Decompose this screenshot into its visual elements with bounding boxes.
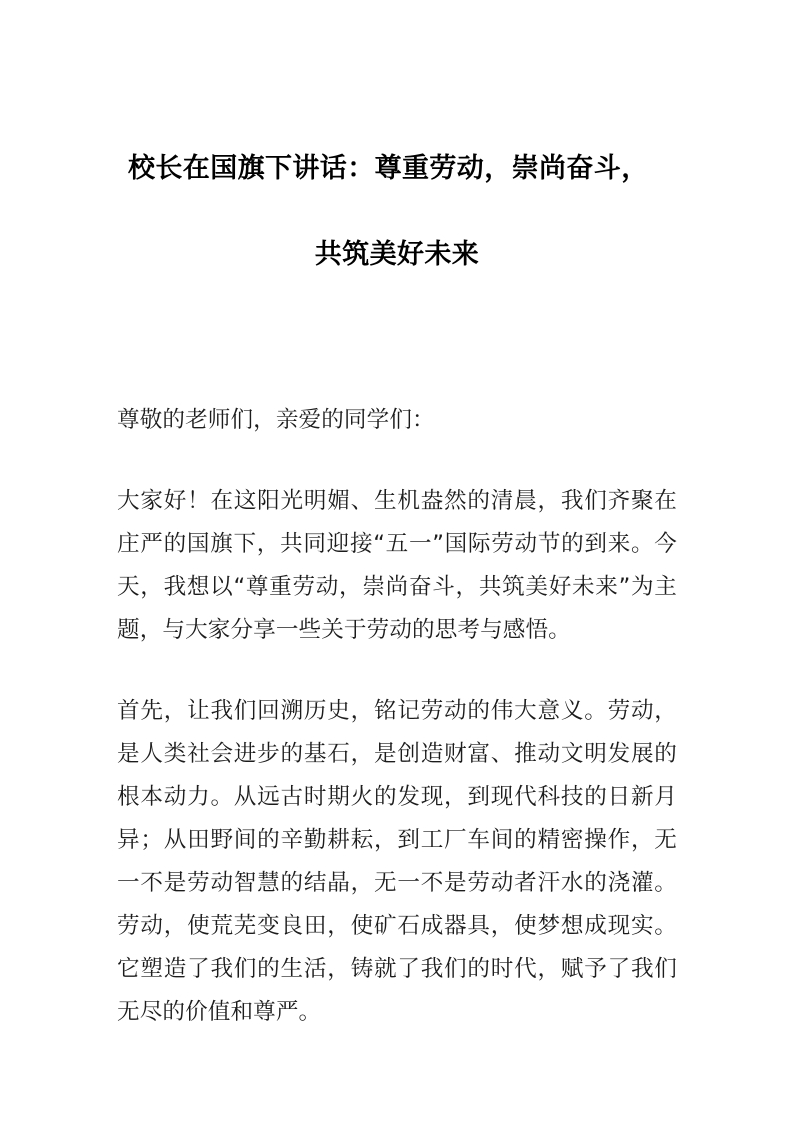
paragraph-history: 首先，让我们回溯历史，铭记劳动的伟大意义。劳动，是人类社会进步的基石，是创造财富、推动文明发展的根本动力。从远古时期火的发现，到现代科技的日新月异；从田野间的辛勤耕耘，到工厂车间的精密操作，无一不是劳动智慧的结晶，无一不是劳动者汗水的浇灌。劳动，使荒芜变良田，使矿石成器具，使梦想成现实。它塑造了我们的生活，铸就了我们的时代，赋予了我们无尽的价值和尊严。 [117,698,677,1025]
page-title-line-2: 共筑美好未来 [314,239,480,270]
paragraph-salutation: 尊敬的老师们，亲爱的同学们： [117,407,435,433]
page-title [117,0,677,298]
document-content [117,0,677,1034]
paragraph-greeting: 大家好！在这阳光明媚、生机盎然的清晨，我们齐聚在庄严的国旗下，共同迎接“五一”国际劳动节的到来。今天，我想以“尊重劳动，崇尚奋斗，共筑美好未来”为主题，与大家分享一些关于劳动的思考与感悟。 [117,488,677,643]
page-title-line-1: 校长在国旗下讲话：尊重劳动，崇尚奋斗， [128,153,649,184]
document-body [117,298,677,1034]
